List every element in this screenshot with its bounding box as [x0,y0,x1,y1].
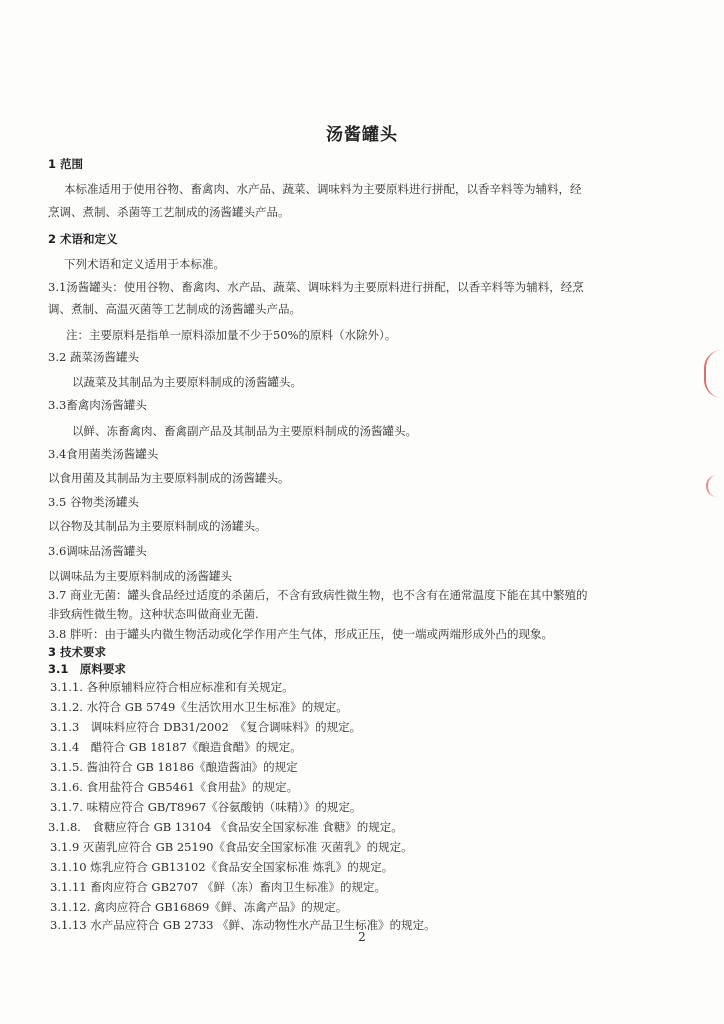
paragraph-line: 下列术语和定义适用于本标准。 [64,257,225,271]
section-heading: 3 技术要求 [48,645,107,659]
section-heading: 1 范围 [48,157,84,171]
requirement-item: 3.1.9 灭菌乳应符合 GB 25190《食品安全国家标准 灭菌乳》的规定。 [50,840,413,854]
stamp-mark [706,475,724,497]
term-heading: 3.5 谷物类汤罐头 [48,495,139,509]
section-heading: 2 术语和定义 [48,232,118,246]
requirement-item: 3.1.3 调味料应符合 DB31/2002 《复合调味料》的规定。 [50,720,362,734]
term-heading: 3.4食用菌类汤酱罐头 [48,447,159,461]
stamp-mark [704,350,724,398]
term-definition: 3.7 商业无菌：罐头食品经过适度的杀菌后，不含有致病性微生物，也不含有在通常温度下能在其中繁殖的 [48,588,588,602]
term-heading: 3.2 蔬菜汤酱罐头 [48,350,139,364]
requirement-item: 3.1.5. 酱油符合 GB 18186《酿造酱油》的规定 [50,760,298,774]
page-number: 2 [358,930,366,944]
paragraph-line: 烹调、煮制、杀菌等工艺制成的汤酱罐头产品。 [48,205,290,219]
term-definition: 以食用菌及其制品为主要原料制成的汤酱罐头。 [48,471,290,485]
requirement-item: 3.1.6. 食用盐符合 GB5461《食用盐》的规定。 [50,780,299,794]
term-definition: 以蔬菜及其制品为主要原料制成的汤酱罐头。 [72,375,302,389]
document-title: 汤酱罐头 [326,125,398,145]
requirement-item: 3.1.13 水产品应符合 GB 2733 《鲜、冻动物性水产品卫生标准》的规定。 [50,918,436,932]
term-definition: 以鲜、冻畜禽肉、畜禽副产品及其制品为主要原料制成的汤酱罐头。 [72,424,417,438]
term-definition: 3.8 胖听：由于罐头内微生物活动或化学作用产生气体，形成正压，使一端或两端形成外凸的现象。 [48,627,553,641]
requirement-item: 3.1.4 醋符合 GB 18187《酿造食醋》的规定。 [50,740,302,754]
term-heading: 3.6调味品汤酱罐头 [48,544,147,558]
term-definition: 以调味品为主要原料制成的汤酱罐头 [48,569,232,583]
paragraph-line: 3.1汤酱罐头：使用谷物、畜禽肉、水产品、蔬菜、调味料为主要原料进行拼配，以香辛料等为辅料，经烹 [48,280,584,294]
requirement-item: 3.1.11 畜肉应符合 GB2707 《鲜（冻）畜肉卫生标准》的规定。 [50,880,386,894]
requirement-item: 3.1.7. 味精应符合 GB/T8967《谷氨酸钠（味精）》的规定。 [50,800,362,814]
requirement-item: 3.1.12. 禽肉应符合 GB16869《鲜、冻禽产品》的规定。 [50,900,348,914]
requirement-item: 3.1.2. 水符合 GB 5749《生活饮用水卫生标准》的规定。 [50,700,348,714]
paragraph-line: 本标准适用于使用谷物、畜禽肉、水产品、蔬菜、调味料为主要原料进行拼配，以香辛料等为辅料，经 [64,182,582,196]
note-line: 注：主要原料是指单一原料添加量不少于50%的原料（水除外）。 [66,328,397,342]
subsection-heading: 3.1 原料要求 [48,662,126,676]
term-heading: 3.3畜禽肉汤酱罐头 [48,398,147,412]
requirement-item: 3.1.10 炼乳应符合 GB13102《食品安全国家标准 炼乳》的规定。 [50,860,394,874]
requirement-item: 3.1.1. 各种原辅料应符合相应标准和有关规定。 [50,680,294,694]
term-definition: 非致病性微生物。这种状态叫做商业无菌. [48,607,259,621]
paragraph-line: 调、煮制、高温灭菌等工艺制成的汤酱罐头产品。 [48,302,301,316]
requirement-item: 3.1.8. 食糖应符合 GB 13104 《食品安全国家标准 食糖》的规定。 [48,820,403,834]
term-definition: 以谷物及其制品为主要原料制成的汤罐头。 [48,519,267,533]
